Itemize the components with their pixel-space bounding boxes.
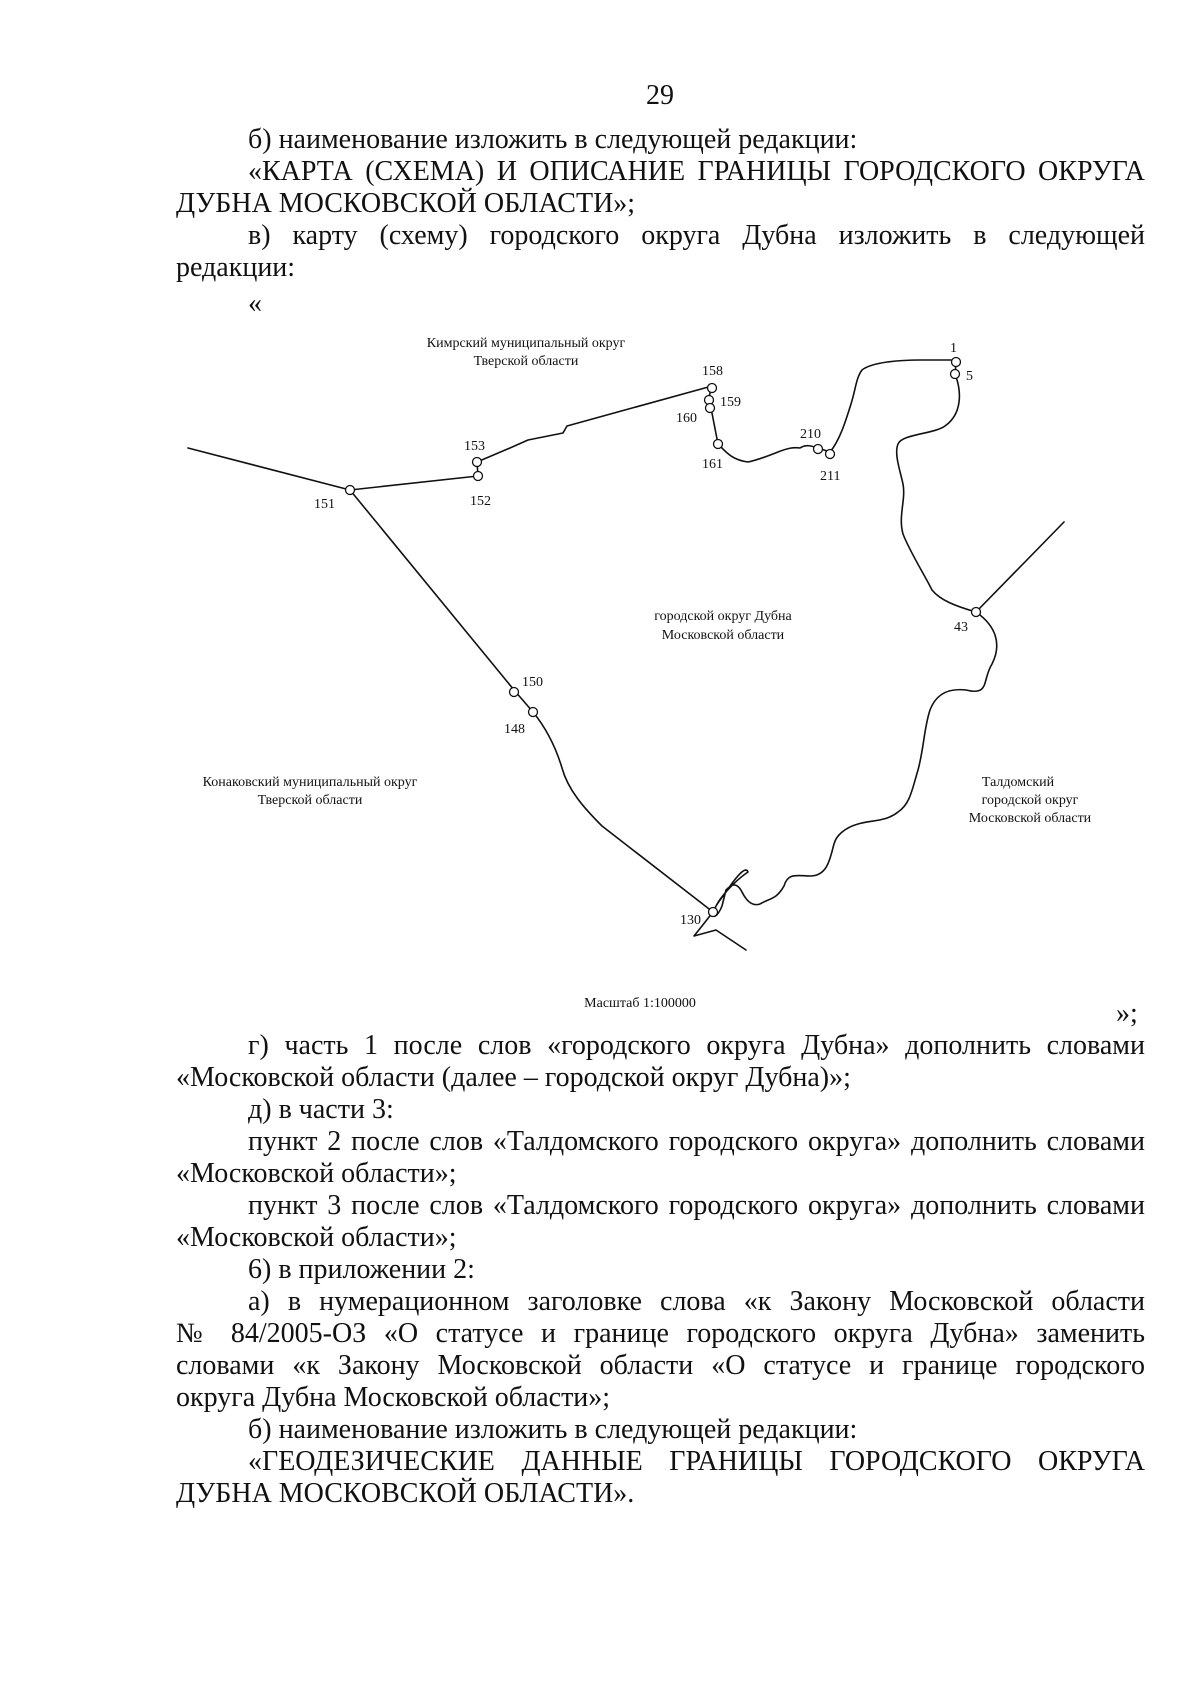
konakovo-area-label-line-2: Тверской области — [257, 793, 363, 808]
point-153-label: 153 — [464, 439, 485, 454]
point-158-label: 158 — [702, 364, 723, 379]
dubna-area-label-line-2: Московской области — [661, 628, 785, 643]
point-161-marker — [714, 440, 723, 449]
item-b2-text: б) наименование изложить в следующей редакции: — [248, 1414, 858, 1445]
taldom-area-label-line-2: городской округ — [981, 793, 1079, 808]
item-a-line-4: округа Дубна Московской области»; — [176, 1382, 611, 1413]
item-6-text: 6) в приложении 2: — [248, 1254, 475, 1285]
point-160-marker — [706, 404, 715, 413]
kimry-area-label-line-1: Кимрский муниципальный округ — [426, 336, 626, 351]
konakovo-outer-line — [188, 448, 350, 490]
line-43-outer — [976, 522, 1064, 612]
open-quote: « — [248, 288, 262, 319]
map-scale-label: Масштаб 1:100000 — [584, 996, 696, 1011]
point-labels — [314, 341, 973, 928]
point-211-marker — [826, 450, 835, 459]
point-151-marker — [346, 486, 355, 495]
item-v-line-1: в) карту (схему) городского округа Дубна изложить в следующей — [248, 220, 1145, 251]
geo-title-line-2: ДУБНА МОСКОВСКОЙ ОБЛАСТИ». — [176, 1478, 635, 1509]
point-148-marker — [529, 708, 538, 717]
line-161-210 — [718, 444, 818, 462]
point-210-label: 210 — [800, 427, 821, 442]
line-151-150 — [350, 490, 514, 690]
point-2-line-2: «Московской области»; — [176, 1158, 457, 1189]
close-quote: »; — [1116, 998, 1138, 1029]
line-211-1 — [830, 360, 956, 452]
point-3-line-2: «Московской области»; — [176, 1222, 457, 1253]
dubna-area-label-line-1: городской округ Дубна — [654, 609, 792, 624]
point-211-label: 211 — [820, 469, 841, 484]
item-a-line-3: словами «к Закону Московской области «О статусе и границе городского — [176, 1350, 1145, 1381]
point-43-marker — [972, 608, 981, 617]
point-150-marker — [510, 688, 519, 697]
point-5-marker — [951, 370, 960, 379]
point-130-marker — [709, 908, 718, 917]
point-210-marker — [814, 445, 823, 454]
item-g-line-1: г) часть 1 после слов «городского округа Дубна» дополнить словами — [248, 1030, 1145, 1061]
title-line-1: «КАРТА (СХЕМА) И ОПИСАНИЕ ГРАНИЦЫ ГОРОДСКОГО ОКРУГА — [248, 156, 1145, 187]
kimry-area-label-line-2: Тверской области — [473, 354, 579, 369]
item-a-line-1: а) в нумерационном заголовке слова «к Закону Московской области — [248, 1286, 1145, 1317]
point-151-label: 151 — [314, 497, 335, 512]
point-148-label: 148 — [504, 722, 525, 737]
item-g-line-2: «Московской области (далее – городской округ Дубна)»; — [176, 1062, 851, 1093]
point-1-label: 1 — [950, 341, 957, 356]
point-153-marker — [473, 458, 482, 467]
line-151-152 — [350, 476, 478, 490]
point-1-marker — [952, 358, 961, 367]
konakovo-area-label-line-1: Конаковский муниципальный округ — [202, 775, 418, 790]
point-130-label: 130 — [680, 913, 701, 928]
item-d-text: д) в части 3: — [248, 1094, 394, 1125]
line-130-outer — [694, 912, 746, 950]
taldom-area-label-line-3: Московской области — [968, 811, 1092, 826]
point-152-marker — [474, 472, 483, 481]
title-line-2: ДУБНА МОСКОВСКОЙ ОБЛАСТИ»; — [176, 188, 636, 219]
page-number: 29 — [646, 80, 674, 111]
boundary-lines — [188, 360, 1064, 950]
point-158-marker — [708, 384, 717, 393]
area-labels — [203, 336, 1092, 826]
taldom-area-label-line-1: Талдомский — [981, 775, 1055, 790]
point-5-label: 5 — [966, 369, 973, 384]
item-v-line-2: редакции: — [176, 252, 296, 283]
point-43-label: 43 — [954, 620, 968, 635]
item-b-text: б) наименование изложить в следующей редакции: — [248, 124, 858, 155]
point-150-label: 150 — [522, 675, 543, 690]
geo-title-line-1: «ГЕОДЕЗИЧЕСКИЕ ДАННЫЕ ГРАНИЦЫ ГОРОДСКОГО ОКРУГА — [248, 1446, 1145, 1477]
item-a-line-2: № 84/2005-ОЗ «О статусе и границе городского округа Дубна» заменить — [176, 1318, 1145, 1349]
point-3-line-1: пункт 3 после слов «Талдомского городского округа» дополнить словами — [248, 1190, 1145, 1221]
line-148-130 — [533, 712, 713, 912]
point-160-label: 160 — [676, 411, 697, 426]
line-160-161 — [711, 408, 718, 444]
point-159-label: 159 — [720, 395, 741, 410]
point-152-label: 152 — [470, 494, 491, 509]
river-43-130 — [713, 612, 997, 916]
point-2-line-1: пункт 2 после слов «Талдомского городского округа» дополнить словами — [248, 1126, 1145, 1157]
river-5-43 — [897, 374, 976, 612]
point-161-label: 161 — [702, 457, 723, 472]
